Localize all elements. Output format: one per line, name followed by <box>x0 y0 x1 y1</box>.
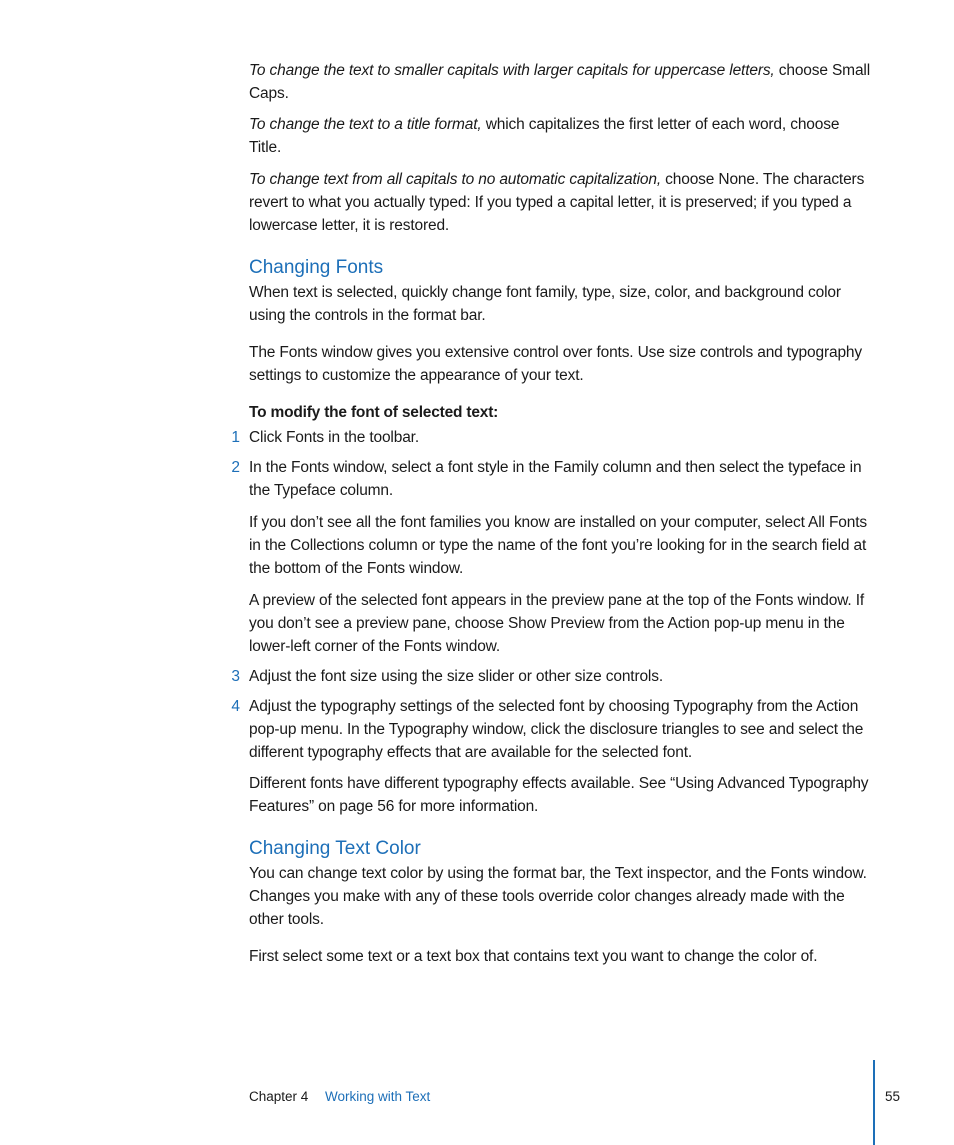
no-capitalization-rest: choose None. The characters revert to what you actually typed: If you typed a capital letter, it is preserved; if you typed a lowercase letter, it is restored. <box>249 171 865 234</box>
step-number: 3 <box>231 668 240 685</box>
changing-text-color-heading: Changing Text Color <box>249 838 421 859</box>
step-text: Adjust the typography settings of the selected font by choosing Typography from the Action pop-up menu. In the Typography window, click the disclosure triangles to see and select the different typography effects that are available for the selected font. <box>249 698 864 761</box>
no-capitalization-paragraph <box>249 168 875 237</box>
page-number: 55 <box>885 1089 901 1104</box>
footer-chapter: Chapter 4 <box>249 1089 309 1104</box>
footer-divider <box>873 1060 875 1145</box>
footer-chapter-title: Working with Text <box>325 1089 431 1104</box>
no-capitalization-italic: To change text from all capitals to no automatic capitalization, <box>249 171 662 188</box>
text-color-paragraph: You can change text color by using the format bar, the Text inspector, and the Fonts window. Changes you make with any of these tools override color changes already made with the other tools. <box>249 865 867 928</box>
step-number: 4 <box>231 698 240 715</box>
small-caps-rest: choose Small Caps. <box>249 62 870 102</box>
title-format-paragraph <box>249 113 875 159</box>
step-note: If you don’t see all the font families you know are installed on your computer, select All Fonts in the Collections column or type the name of the font you’re looking for in the search field at the bottom of the Fonts window. <box>249 514 867 577</box>
small-caps-paragraph <box>249 59 875 105</box>
changing-fonts-heading: Changing Fonts <box>249 257 384 278</box>
title-format-italic: To change the text to a title format, <box>249 116 482 133</box>
step-text: Click Fonts in the toolbar. <box>249 429 419 446</box>
task-lead: To modify the font of selected text: <box>249 404 499 421</box>
select-text-paragraph: First select some text or a text box that contains text you want to change the color of. <box>249 948 818 965</box>
step-note: Different fonts have different typography effects available. See “Using Advanced Typography Features” on page 56 for more information. <box>249 775 869 815</box>
fonts-intro-paragraph: When text is selected, quickly change font family, type, size, color, and background color using the controls in the format bar. <box>249 284 841 324</box>
title-format-rest: which capitalizes the first letter of each word, choose Title. <box>249 116 840 156</box>
step-text: In the Fonts window, select a font style in the Family column and then select the typeface in the Typeface column. <box>249 459 862 499</box>
step-number: 1 <box>231 429 240 446</box>
step-note: A preview of the selected font appears in the preview pane at the top of the Fonts window. If you don’t see a preview pane, choose Show Preview from the Action pop-up menu in the lower-left corner of the Fonts window. <box>249 592 865 655</box>
step-text: Adjust the font size using the size slider or other size controls. <box>249 668 663 685</box>
step-number: 2 <box>231 459 240 476</box>
small-caps-italic: To change the text to smaller capitals with larger capitals for uppercase letters, <box>249 62 775 79</box>
fonts-window-paragraph: The Fonts window gives you extensive control over fonts. Use size controls and typography settings to customize the appearance of your text. <box>249 344 862 384</box>
